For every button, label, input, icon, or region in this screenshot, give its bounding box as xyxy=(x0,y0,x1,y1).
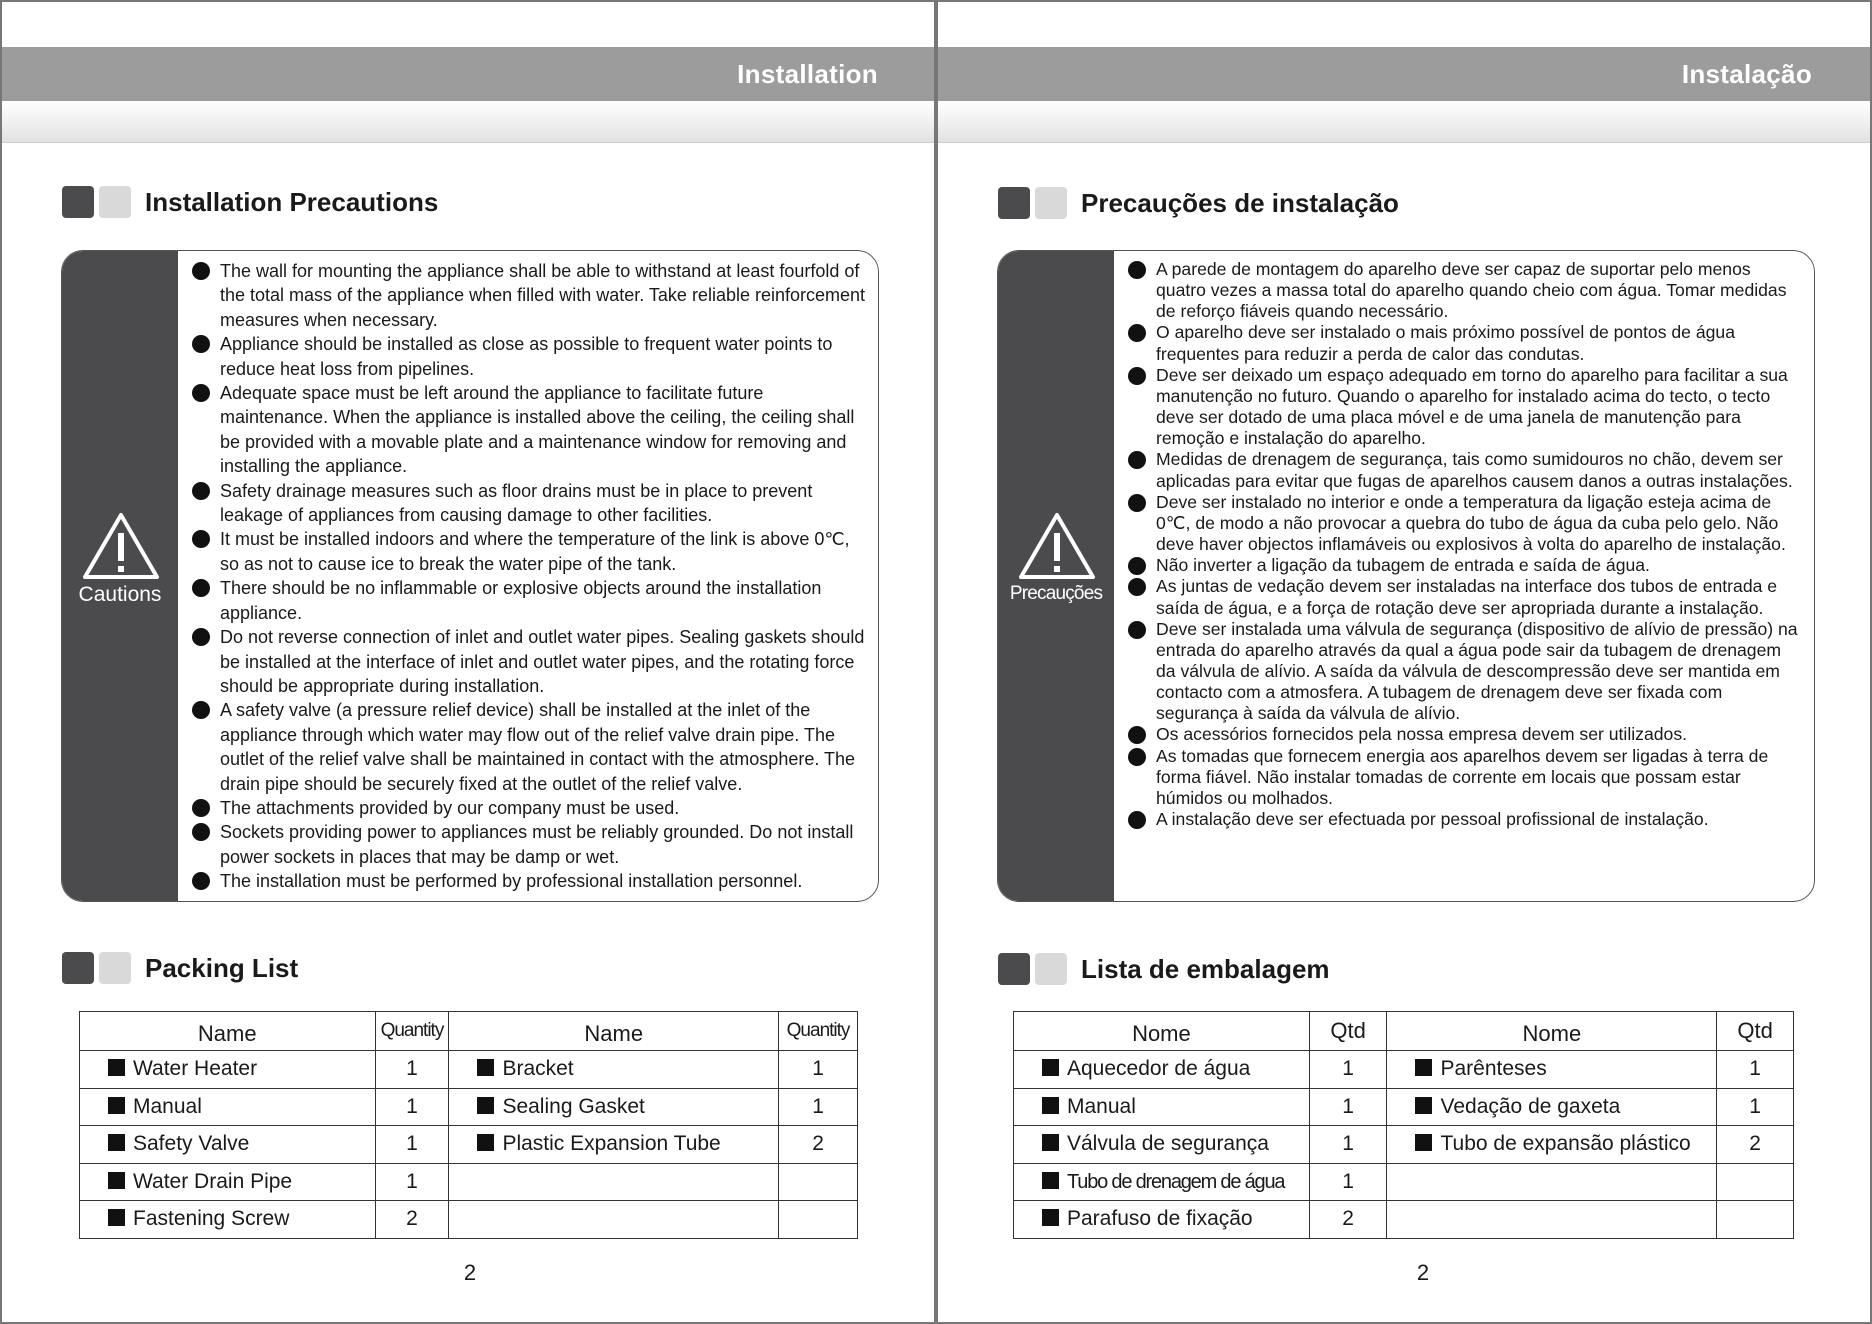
page-number: 2 xyxy=(1416,1260,1430,1285)
item-quantity: 1 xyxy=(1717,1051,1794,1089)
section-marker-dark xyxy=(62,186,94,218)
bullet-icon xyxy=(192,799,210,817)
square-bullet-icon xyxy=(477,1097,494,1114)
list-item: Sockets providing power to appliances must be reliably grounded. Do not install power sockets in places that may be damp or wet. xyxy=(192,820,866,869)
table-row xyxy=(80,1201,858,1239)
empty-cell xyxy=(779,1201,858,1239)
list-item: Não inverter a ligação da tubagem de entrada e saída de água. xyxy=(1128,555,1802,576)
item-name: Aquecedor de água xyxy=(1067,1057,1251,1081)
square-bullet-icon xyxy=(108,1134,125,1151)
bullet-icon xyxy=(1128,748,1146,766)
bullet-icon xyxy=(192,628,210,646)
section-marker-light xyxy=(99,186,131,218)
empty-cell xyxy=(449,1201,779,1239)
header-shadow-bar xyxy=(938,101,1870,143)
section-marker-light xyxy=(1035,187,1067,219)
bullet-icon xyxy=(192,482,210,500)
section-title-packing: Lista de embalagem xyxy=(998,951,1330,987)
bullet-icon xyxy=(192,701,210,719)
square-bullet-icon xyxy=(1415,1097,1432,1114)
empty-cell xyxy=(1387,1201,1717,1239)
column-header: Quantity xyxy=(375,1012,449,1051)
list-item: It must be installed indoors and where the temperature of the link is above 0℃, so as not to cause ice to break the water pipe of the tank. xyxy=(192,527,866,576)
item-name: Manual xyxy=(133,1094,202,1118)
item-name: Tubo de drenagem de água xyxy=(1067,1170,1285,1193)
list-item: Deve ser instalada uma válvula de segurança (dispositivo de alívio de pressão) na entrada do aparelho através da qual a água pode sair da tubagem de drenagem da válvula de alívio. A saída da válvula de descompressão deve ser mantida em contacto com a atmosfera. A tubagem de drenagem deve ser fixada com segurança à saída da válvula de alívio. xyxy=(1128,619,1802,725)
warning-triangle-icon xyxy=(1017,511,1097,581)
square-bullet-icon xyxy=(1042,1097,1059,1114)
square-bullet-icon xyxy=(1042,1134,1059,1151)
header-title: Installation xyxy=(737,59,878,89)
item-quantity: 2 xyxy=(779,1126,858,1164)
table-header-row xyxy=(1014,1012,1794,1051)
bullet-icon xyxy=(192,262,210,280)
item-quantity: 2 xyxy=(375,1201,449,1239)
list-item: Medidas de drenagem de segurança, tais como sumidouros no chão, devem ser aplicadas para evitar que fugas de aparelhos causem danos a outras instalações. xyxy=(1128,449,1802,491)
item-quantity: 1 xyxy=(375,1051,449,1089)
item-name: Parafuso de fixação xyxy=(1067,1207,1253,1231)
item-quantity: 1 xyxy=(1309,1126,1387,1164)
bullet-icon xyxy=(1128,367,1146,385)
section-title-precautions: Precauções de instalação xyxy=(998,185,1399,221)
empty-cell xyxy=(1717,1201,1794,1239)
list-item: The installation must be performed by professional installation personnel. xyxy=(192,869,866,893)
item-name: Bracket xyxy=(502,1057,574,1081)
page-portuguese xyxy=(936,0,1872,1324)
item-name: Safety Valve xyxy=(133,1132,250,1156)
header-shadow-bar xyxy=(2,101,934,143)
section-title-packing: Packing List xyxy=(62,950,298,986)
item-name: Parênteses xyxy=(1440,1057,1547,1081)
bullet-icon xyxy=(1128,621,1146,639)
list-item: A parede de montagem do aparelho deve ser capaz de suportar pelo menos quatro vezes a massa total do aparelho quando cheio com água. Tomar medidas de reforço fiáveis quando necessário. xyxy=(1128,259,1802,322)
square-bullet-icon xyxy=(108,1172,125,1189)
bullet-icon xyxy=(192,579,210,597)
item-name: Sealing Gasket xyxy=(502,1094,645,1118)
square-bullet-icon xyxy=(477,1134,494,1151)
list-item: Os acessórios fornecidos pela nossa empresa devem ser utilizados. xyxy=(1128,724,1802,745)
list-item: As tomadas que fornecem energia aos aparelhos devem ser ligadas à terra de forma fiável. Não instalar tomadas de corrente em locais que possam estar húmidos ou molhados. xyxy=(1128,746,1802,809)
empty-cell xyxy=(1717,1163,1794,1201)
packing-table xyxy=(79,1011,858,1239)
column-header: Nome xyxy=(1014,1012,1310,1051)
square-bullet-icon xyxy=(1415,1059,1432,1076)
list-item: Deve ser instalado no interior e onde a temperatura da ligação esteja acima de 0℃, de modo a não provocar a quebra do tubo de água da cuba pelo gelo. Não deve haver objectos inflamáveis ou explosivos à volta do aparelho de instalação. xyxy=(1128,492,1802,555)
list-item: There should be no inflammable or explosive objects around the installation appliance. xyxy=(192,576,866,625)
list-item: O aparelho deve ser instalado o mais próximo possível de pontos de água frequentes para reduzir a perda de calor das condutas. xyxy=(1128,322,1802,364)
column-header: Qtd xyxy=(1717,1012,1794,1051)
table-row xyxy=(1014,1088,1794,1126)
item-quantity: 1 xyxy=(1309,1163,1387,1201)
column-header: Qtd xyxy=(1309,1012,1387,1051)
list-item: Deve ser deixado um espaço adequado em torno do aparelho para facilitar a sua manutenção no futuro. Quando o aparelho for instalado acima do tecto, o tecto deve ser dotado de uma placa móvel e de uma janela de manutenção para remoção e instalação do aparelho. xyxy=(1128,365,1802,450)
column-header: Quantity xyxy=(779,1012,858,1051)
section-title-precautions: Installation Precautions xyxy=(62,184,438,220)
precautions-list xyxy=(1128,259,1802,830)
item-quantity: 1 xyxy=(375,1088,449,1126)
bullet-icon xyxy=(1128,451,1146,469)
item-name: Water Drain Pipe xyxy=(133,1169,293,1193)
bullet-icon xyxy=(1128,557,1146,575)
table-row xyxy=(80,1051,858,1089)
cautions-sidebar xyxy=(62,251,178,901)
cautions-label: Precauções xyxy=(1009,583,1103,604)
empty-cell xyxy=(1387,1163,1717,1201)
bullet-icon xyxy=(192,823,210,841)
table-row xyxy=(80,1088,858,1126)
list-item: The attachments provided by our company must be used. xyxy=(192,796,866,820)
bullet-icon xyxy=(1128,324,1146,342)
bullet-icon xyxy=(1128,494,1146,512)
square-bullet-icon xyxy=(477,1059,494,1076)
warning-triangle-icon xyxy=(81,511,161,581)
bullet-icon xyxy=(192,530,210,548)
table-row xyxy=(80,1126,858,1164)
bullet-icon xyxy=(1128,726,1146,744)
list-item: Do not reverse connection of inlet and outlet water pipes. Sealing gaskets should be installed at the interface of inlet and outlet water pipes, and the rotating force should be appropriate during installation. xyxy=(192,625,866,698)
square-bullet-icon xyxy=(1042,1059,1059,1076)
square-bullet-icon xyxy=(1042,1209,1059,1226)
empty-cell xyxy=(449,1163,779,1201)
list-item: Safety drainage measures such as floor drains must be in place to prevent leakage of appliances from causing damage to other facilities. xyxy=(192,479,866,528)
bullet-icon xyxy=(192,335,210,353)
list-item: The wall for mounting the appliance shall be able to withstand at least fourfold of the total mass of the appliance when filled with water. Take reliable reinforcement measures when necessary. xyxy=(192,259,866,332)
bullet-icon xyxy=(1128,811,1146,829)
list-item: As juntas de vedação devem ser instaladas na interface dos tubos de entrada e saída de água, e a força de rotação deve ser apropriada durante a instalação. xyxy=(1128,576,1802,618)
header-bar xyxy=(938,47,1870,101)
empty-cell xyxy=(779,1163,858,1201)
table-row xyxy=(1014,1201,1794,1239)
section-marker-dark xyxy=(998,953,1030,985)
square-bullet-icon xyxy=(1042,1172,1059,1189)
table-header-row xyxy=(80,1012,858,1051)
item-quantity: 1 xyxy=(779,1088,858,1126)
square-bullet-icon xyxy=(108,1097,125,1114)
header-bar xyxy=(2,47,934,101)
header-title: Instalação xyxy=(1681,59,1812,89)
item-quantity: 1 xyxy=(1309,1088,1387,1126)
item-quantity: 1 xyxy=(1717,1088,1794,1126)
column-header: Name xyxy=(80,1012,376,1051)
item-quantity: 1 xyxy=(1309,1051,1387,1089)
table-row xyxy=(1014,1163,1794,1201)
table-row xyxy=(1014,1051,1794,1089)
item-quantity: 2 xyxy=(1717,1126,1794,1164)
list-item: Appliance should be installed as close as possible to frequent water points to reduce heat loss from pipelines. xyxy=(192,332,866,381)
packing-table xyxy=(1013,1011,1794,1239)
item-name: Fastening Screw xyxy=(133,1207,290,1231)
section-marker-dark xyxy=(998,187,1030,219)
list-item: A instalação deve ser efectuada por pessoal profissional de instalação. xyxy=(1128,809,1802,830)
square-bullet-icon xyxy=(108,1209,125,1226)
item-name: Manual xyxy=(1067,1094,1136,1118)
bullet-icon xyxy=(192,872,210,890)
cautions-box xyxy=(61,250,879,902)
cautions-sidebar xyxy=(998,251,1114,901)
list-item: A safety valve (a pressure relief device) shall be installed at the inlet of the appliance through which water may flow out of the relief valve drain pipe. The outlet of the relief valve shall be maintained in contact with the atmosphere. The drain pipe should be securely fixed at the outlet of the relief valve. xyxy=(192,698,866,796)
cautions-box xyxy=(997,250,1815,902)
item-name: Tubo de expansão plástico xyxy=(1440,1132,1691,1156)
item-name: Water Heater xyxy=(133,1057,258,1081)
section-marker-dark xyxy=(62,952,94,984)
square-bullet-icon xyxy=(1415,1134,1432,1151)
item-name: Plastic Expansion Tube xyxy=(502,1132,721,1156)
table-row xyxy=(1014,1126,1794,1164)
section-marker-light xyxy=(1035,953,1067,985)
section-marker-light xyxy=(99,952,131,984)
item-quantity: 1 xyxy=(779,1051,858,1089)
table-row xyxy=(80,1163,858,1201)
column-header: Name xyxy=(449,1012,779,1051)
bullet-icon xyxy=(192,384,210,402)
item-name: Vedação de gaxeta xyxy=(1440,1094,1621,1118)
cautions-label: Cautions xyxy=(78,583,162,606)
item-quantity: 1 xyxy=(375,1163,449,1201)
column-header: Nome xyxy=(1387,1012,1717,1051)
item-quantity: 2 xyxy=(1309,1201,1387,1239)
square-bullet-icon xyxy=(108,1059,125,1076)
item-name: Válvula de segurança xyxy=(1067,1132,1269,1156)
bullet-icon xyxy=(1128,578,1146,596)
precautions-list xyxy=(192,259,866,894)
item-quantity: 1 xyxy=(375,1126,449,1164)
page-number: 2 xyxy=(463,1260,477,1285)
bullet-icon xyxy=(1128,261,1146,279)
list-item: Adequate space must be left around the appliance to facilitate future maintenance. When the appliance is installed above the ceiling, the ceiling shall be provided with a movable plate and a maintenance window for removing and installing the appliance. xyxy=(192,381,866,479)
